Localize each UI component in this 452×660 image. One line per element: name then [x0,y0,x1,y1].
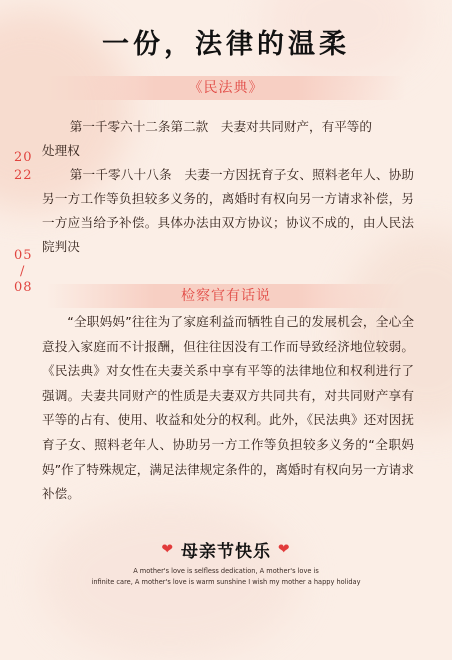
date-slash: / [20,264,26,279]
prosecutor-commentary [42,310,414,507]
page-title: 一份，法律的温柔 [102,29,350,60]
prosecutor-banner: 检察官有话说 [46,284,406,308]
article-1062-line1: 第一千零六十二条第二款 夫妻对共同财产，有平等的 [69,119,372,134]
mothers-day-label: 母亲节快乐 [181,542,271,562]
article-1088: 第一千零八十八条 夫妻一方因抚育子女、照料老年人、协助另一方工作等负担较多义务的，离婚时有权向另一方请求补偿，另一方应当给予补偿。具体办法由双方协议；协议不成的，由人民法院判决 [42,167,414,254]
blessing-line-1: A mother's love is selfless dedication, A mother's love is [133,567,319,575]
english-blessing [0,566,452,588]
mothers-day-heading [0,537,452,562]
date-day: 05 [14,248,33,263]
blessing-line-2: infinite care, A mother's love is warm sunshine I wish my mother a happy holiday [91,578,361,586]
commentary-paragraph: “全职妈妈”往往为了家庭利益而牺牲自己的发展机会，全心全意投入家庭而不计报酬，但往往因没有工作而导致经济地位较弱。《民法典》对女性在夫妻关系中享有平等的法律地位和权利进行了强调。夫妻共同财产的性质是夫妻双方共同共有，对共同财产享有平等的占有、使用、收益和处分的权利。此外，《民法典》还对因抚育子女、照料老年人、协助另一方工作等负担较多义务的“全职妈妈”作了特殊规定，满足法律规定条件的，离婚时有权向另一方请求补偿。 [42,314,414,502]
date-year-part1: 20 [14,150,33,165]
civil-code-articles [42,115,414,259]
date-month: 08 [14,280,33,295]
civil-code-banner: 《民法典》 [46,76,406,100]
heart-icon: ❤ [161,541,175,558]
heart-icon: ❤ [277,541,291,558]
date-year-part2: 22 [14,168,33,183]
article-1062-line2: 处理权 [42,143,80,158]
